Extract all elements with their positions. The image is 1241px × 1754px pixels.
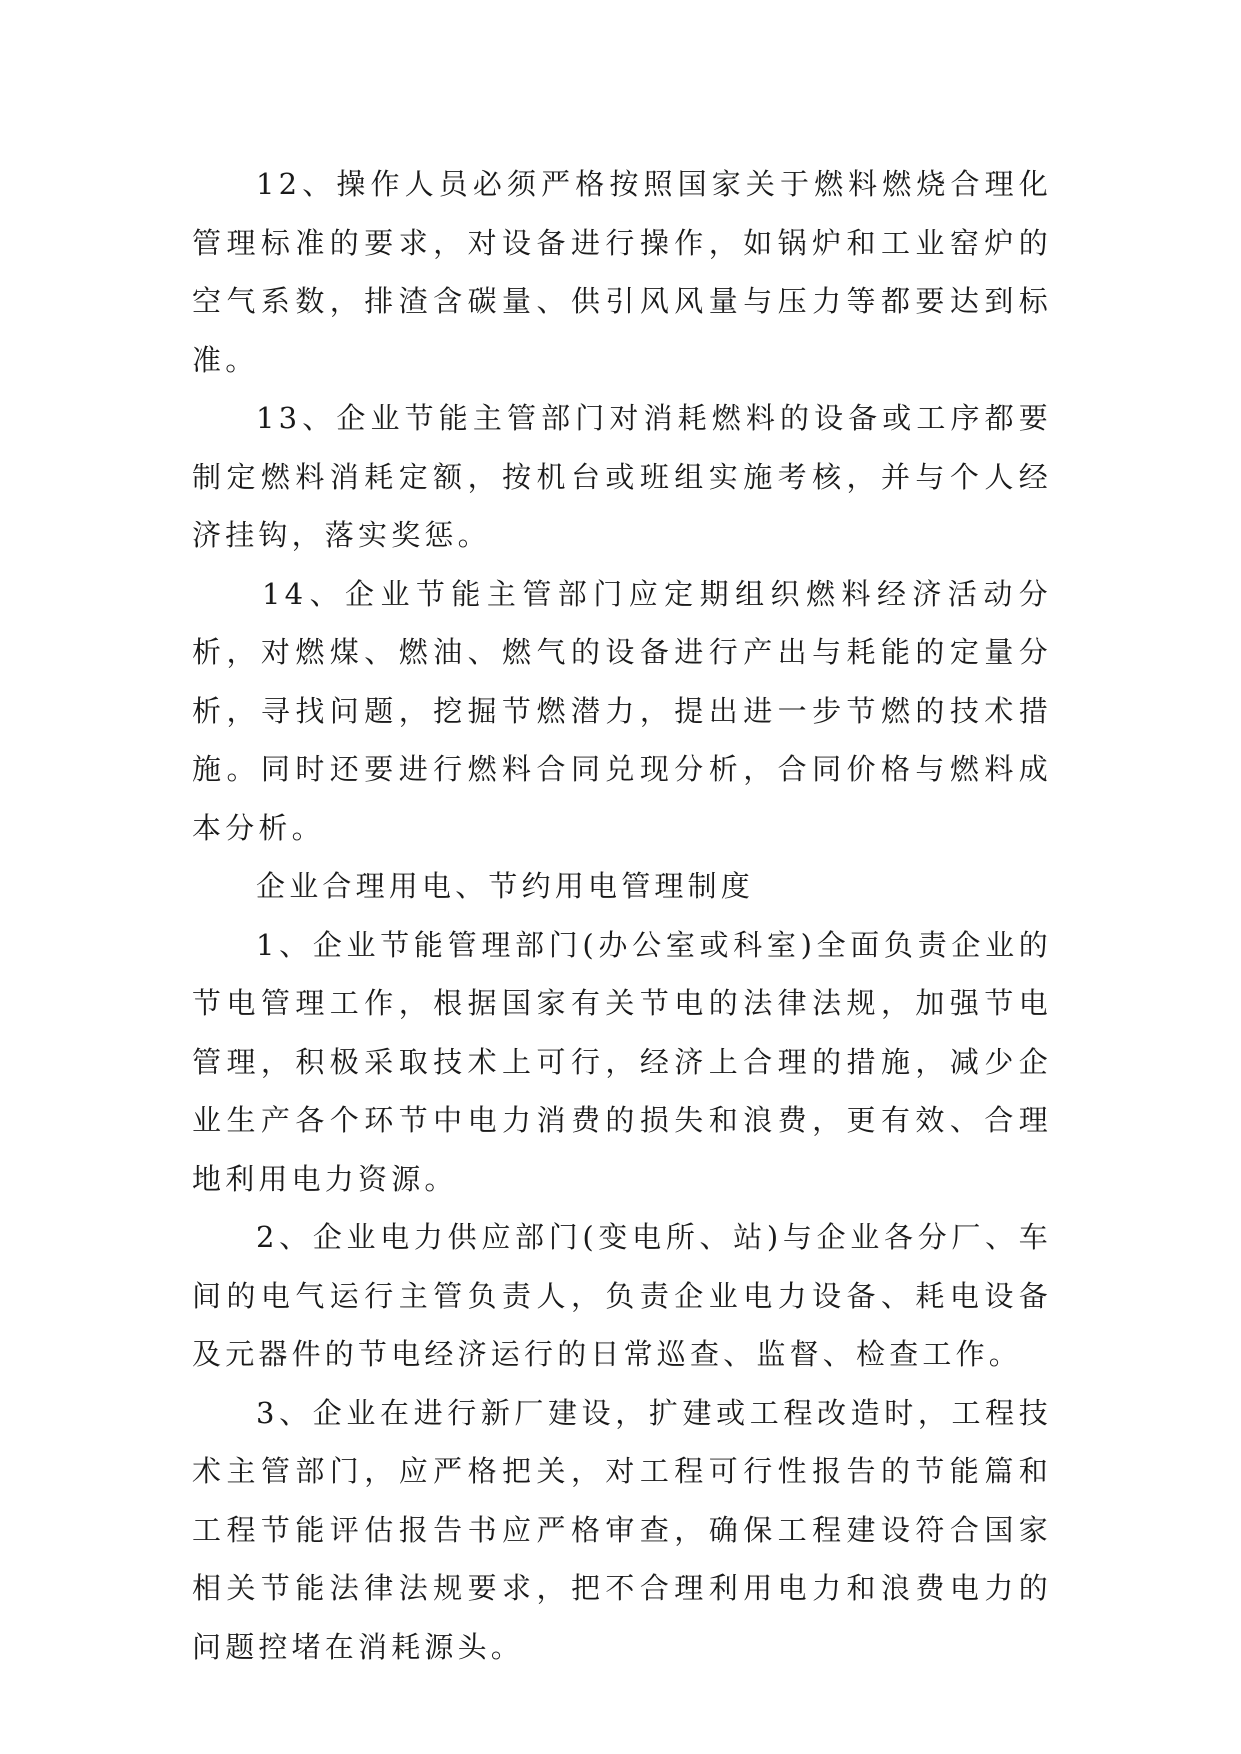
paragraph-item-14: 14、企业节能主管部门应定期组织燃料经济活动分析，对燃煤、燃油、燃气的设备进行产出与耗能的定量分析，寻找问题，挖掘节燃潜力，提出进一步节燃的技术措施。同时还要进行燃料合同兑现分析，合同价格与燃料成本分析。 (192, 576, 1052, 845)
paragraph-item-3: 3、企业在进行新厂建设，扩建或工程改造时，工程技术主管部门，应严格把关，对工程可行性报告的节能篇和工程节能评估报告书应严格审查，确保工程建设符合国家相关节能法律法规要求，把不合理利用电力和浪费电力的问题控堵在消耗源头。 (192, 1395, 1052, 1664)
paragraph-item-2: 2、企业电力供应部门(变电所、站)与企业各分厂、车间的电气运行主管负责人，负责企业电力设备、耗电设备及元器件的节电经济运行的日常巡查、监督、检查工作。 (192, 1220, 1052, 1371)
document-body (192, 155, 1052, 1676)
section-heading: 企业合理用电、节约用电管理制度 (256, 869, 755, 903)
paragraph-item-1: 1、企业节能管理部门(办公室或科室)全面负责企业的节电管理工作，根据国家有关节电的法律法规，加强节电管理，积极采取技术上可行，经济上合理的措施，减少企业生产各个环节中电力消费的损失和浪费，更有效、合理地利用电力资源。 (192, 927, 1052, 1196)
paragraph-item-12: 12、操作人员必须严格按照国家关于燃料燃烧合理化管理标准的要求，对设备进行操作，如锅炉和工业窑炉的空气系数，排渣含碳量、供引风风量与压力等都要达到标准。 (192, 167, 1052, 377)
paragraph-item-13: 13、企业节能主管部门对消耗燃料的设备或工序都要制定燃料消耗定额，按机台或班组实施考核，并与个人经济挂钩，落实奖惩。 (192, 401, 1052, 552)
